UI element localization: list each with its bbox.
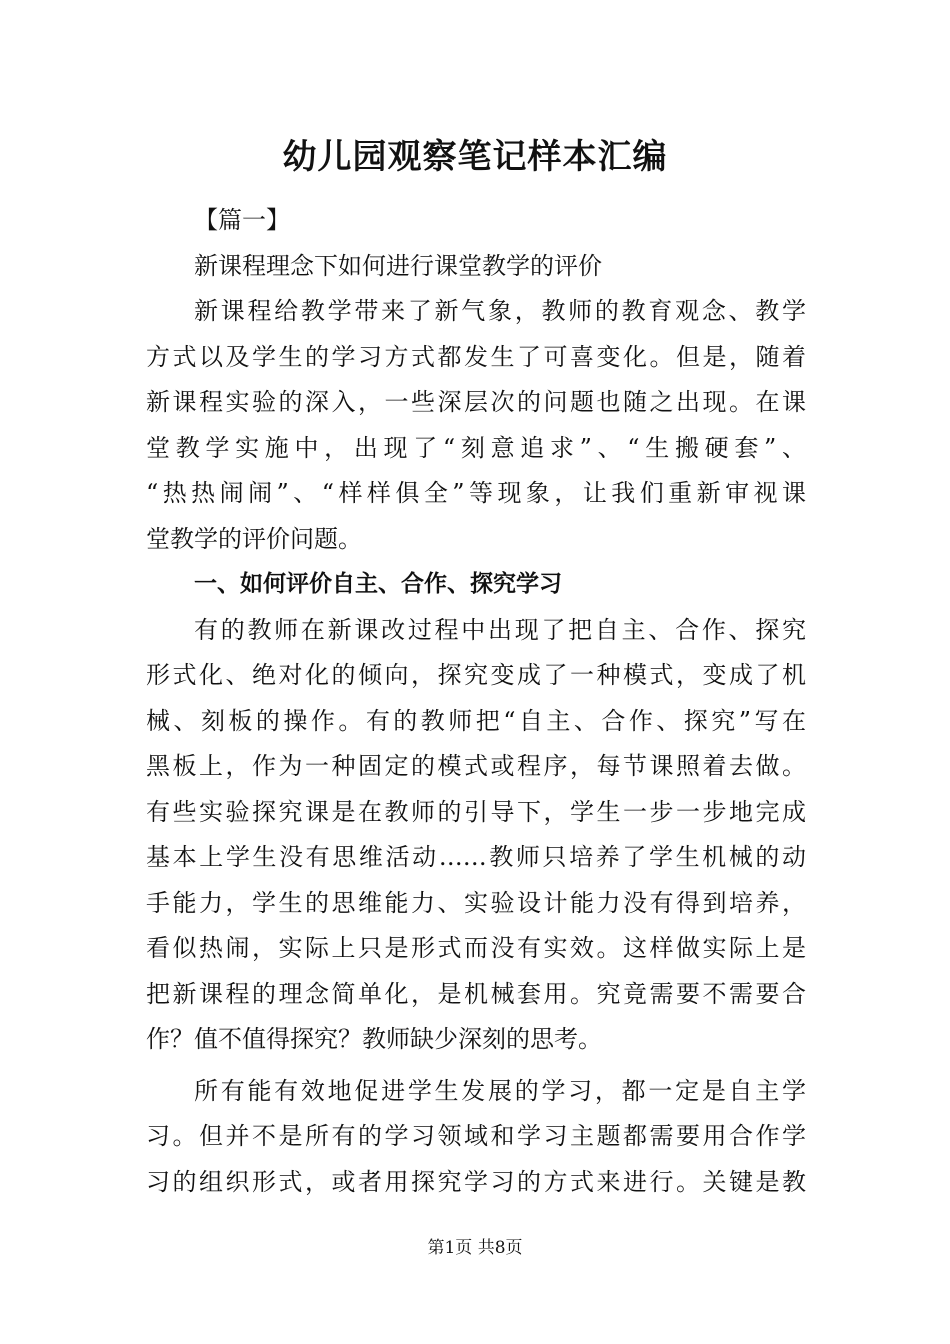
paragraph-2 (146, 608, 806, 1063)
paragraph-line: 新课程实验的深入，一些深层次的问题也随之出现。在课 (146, 388, 806, 416)
paragraph-line: 基本上学生没有思维活动……教师只培养了学生机械的动 (146, 843, 806, 871)
article-subtitle: 新课程理念下如何进行课堂教学的评价 (194, 251, 602, 280)
paragraph-line: 黑板上，作为一种固定的模式或程序，每节课照着去做。 (146, 752, 806, 780)
paragraph-line: 堂教学的评价问题。 (146, 524, 362, 553)
document-body (146, 198, 806, 1205)
paragraph-line: 新课程给教学带来了新气象，教师的教育观念、教学 (194, 297, 806, 325)
paragraph-line: 形式化、绝对化的倾向，探究变成了一种模式，变成了机 (146, 661, 806, 689)
paragraph-line: 械、刻板的操作。有的教师把“自主、合作、探究”写在 (146, 706, 806, 735)
section-label: 【篇一】 (194, 206, 290, 234)
paragraph-line: 作？值不值得探究？教师缺少深刻的思考。 (146, 1025, 602, 1053)
paragraph-line: 把新课程的理念简单化，是机械套用。究竟需要不需要合 (146, 979, 806, 1008)
paragraph-line: 有些实验探究课是在教师的引导下，学生一步一步地完成 (146, 797, 806, 826)
paragraph-line: 习的组织形式，或者用探究学习的方式来进行。关键是教 (146, 1167, 806, 1196)
document-title: 幼儿园观察笔记样本汇编 (282, 137, 668, 177)
section-heading: 一、如何评价自主、合作、探究学习 (194, 571, 562, 597)
paragraph-line: 方式以及学生的学习方式都发生了可喜变化。但是，随着 (146, 342, 806, 371)
paragraph-line: 手能力，学生的思维能力、实验设计能力没有得到培养， (146, 888, 806, 917)
paragraph-line: 习。但并不是所有的学习领域和学习主题都需要用合作学 (146, 1122, 806, 1150)
page-footer: 第1页 共8页 (427, 1238, 523, 1258)
paragraph-line: 看似热闹，实际上只是形式而没有实效。这样做实际上是 (146, 934, 806, 962)
paragraph-1 (146, 289, 806, 562)
paragraph-3 (146, 1069, 806, 1206)
paragraph-line: 有的教师在新课改过程中出现了把自主、合作、探究 (194, 615, 806, 644)
paragraph-line: 所有能有效地促进学生发展的学习，都一定是自主学 (194, 1076, 806, 1105)
paragraph-line: “热热闹闹”、“样样俱全”等现象，让我们重新审视课 (146, 479, 806, 507)
paragraph-line: 堂教学实施中，出现了“刻意追求”、“生搬硬套”、 (146, 433, 806, 462)
